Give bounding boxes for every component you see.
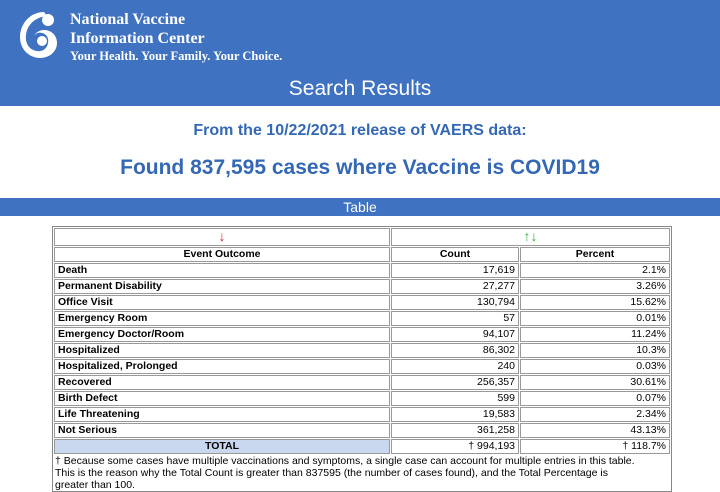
sort-down-arrow-icon[interactable]: ↓ [218, 227, 226, 244]
row-percent: 0.03% [520, 359, 670, 374]
table-section-bar [0, 198, 720, 216]
row-label: Life Threatening [54, 407, 390, 422]
total-percent: † 118.7% [520, 439, 670, 454]
row-label: Emergency Room [54, 311, 390, 326]
row-count: 361,258 [391, 423, 519, 438]
row-count: 17,619 [391, 263, 519, 278]
table-row [54, 423, 670, 438]
footnote-line: This is the reason why the Total Count is greater than 837595 (the number of cases found), and the Total Percentage is [55, 467, 608, 479]
total-count: † 994,193 [391, 439, 519, 454]
table-section-title: Table [343, 199, 377, 215]
table-row [54, 359, 670, 374]
row-label: Emergency Doctor/Room [54, 327, 390, 342]
found-cases-text: Found 837,595 cases where Vaccine is COVID19 [120, 156, 600, 179]
row-label: Recovered [54, 375, 390, 390]
results-table-container [52, 226, 672, 492]
table-row [54, 407, 670, 422]
results-content [0, 106, 720, 490]
count-sort-cell [391, 228, 670, 246]
table-row [54, 311, 670, 326]
table-row [54, 343, 670, 358]
row-percent: 0.01% [520, 311, 670, 326]
row-label: Permanent Disability [54, 279, 390, 294]
row-label: Not Serious [54, 423, 390, 438]
row-count: 240 [391, 359, 519, 374]
site-header [0, 0, 720, 72]
org-name-block [70, 10, 282, 65]
row-percent: 2.1% [520, 263, 670, 278]
table-row [54, 391, 670, 406]
table-row [54, 375, 670, 390]
table-body [54, 263, 670, 438]
footnote-line: greater than 100. [55, 479, 135, 491]
org-name-line1: National Vaccine [70, 11, 186, 28]
row-count: 86,302 [391, 343, 519, 358]
row-percent: 43.13% [520, 423, 670, 438]
org-tagline: Your Health. Your Family. Your Choice. [70, 49, 283, 63]
search-results-title: Search Results [288, 77, 432, 100]
table-row [54, 327, 670, 342]
row-count: 599 [391, 391, 519, 406]
header-event-outcome[interactable]: Event Outcome [54, 247, 390, 262]
table-row [54, 295, 670, 310]
row-percent: 0.07% [520, 391, 670, 406]
row-label: Office Visit [54, 295, 390, 310]
table-total-row [54, 439, 670, 454]
release-date-text: From the 10/22/2021 release of VAERS data: [193, 122, 527, 139]
total-label: TOTAL [54, 439, 390, 454]
sort-arrow-row [54, 228, 670, 246]
row-count: 19,583 [391, 407, 519, 422]
table-header-row [54, 247, 670, 262]
row-label: Hospitalized [54, 343, 390, 358]
row-label: Death [54, 263, 390, 278]
row-count: 130,794 [391, 295, 519, 310]
row-count: 256,357 [391, 375, 519, 390]
row-count: 27,277 [391, 279, 519, 294]
search-results-bar [0, 72, 720, 106]
table-footnote [53, 455, 671, 491]
org-name-line2: Information Center [70, 30, 205, 47]
row-count: 94,107 [391, 327, 519, 342]
header-count[interactable]: Count [391, 247, 519, 262]
row-percent: 11.24% [520, 327, 670, 342]
results-table [53, 227, 671, 455]
header-percent[interactable]: Percent [520, 247, 670, 262]
footnote-line: † Because some cases have multiple vaccinations and symptoms, a single case can account for multiple entries in this table. [55, 455, 635, 467]
row-count: 57 [391, 311, 519, 326]
row-percent: 3.26% [520, 279, 670, 294]
nvic-mother-child-logo-icon[interactable] [14, 6, 62, 62]
sort-up-down-arrows-icon[interactable]: ↑↓ [523, 227, 538, 244]
row-percent: 30.61% [520, 375, 670, 390]
row-percent: 10.3% [520, 343, 670, 358]
table-row [54, 263, 670, 278]
outcome-sort-cell [54, 228, 390, 246]
row-label: Hospitalized, Prolonged [54, 359, 390, 374]
table-row [54, 279, 670, 294]
row-percent: 2.34% [520, 407, 670, 422]
row-percent: 15.62% [520, 295, 670, 310]
row-label: Birth Defect [54, 391, 390, 406]
